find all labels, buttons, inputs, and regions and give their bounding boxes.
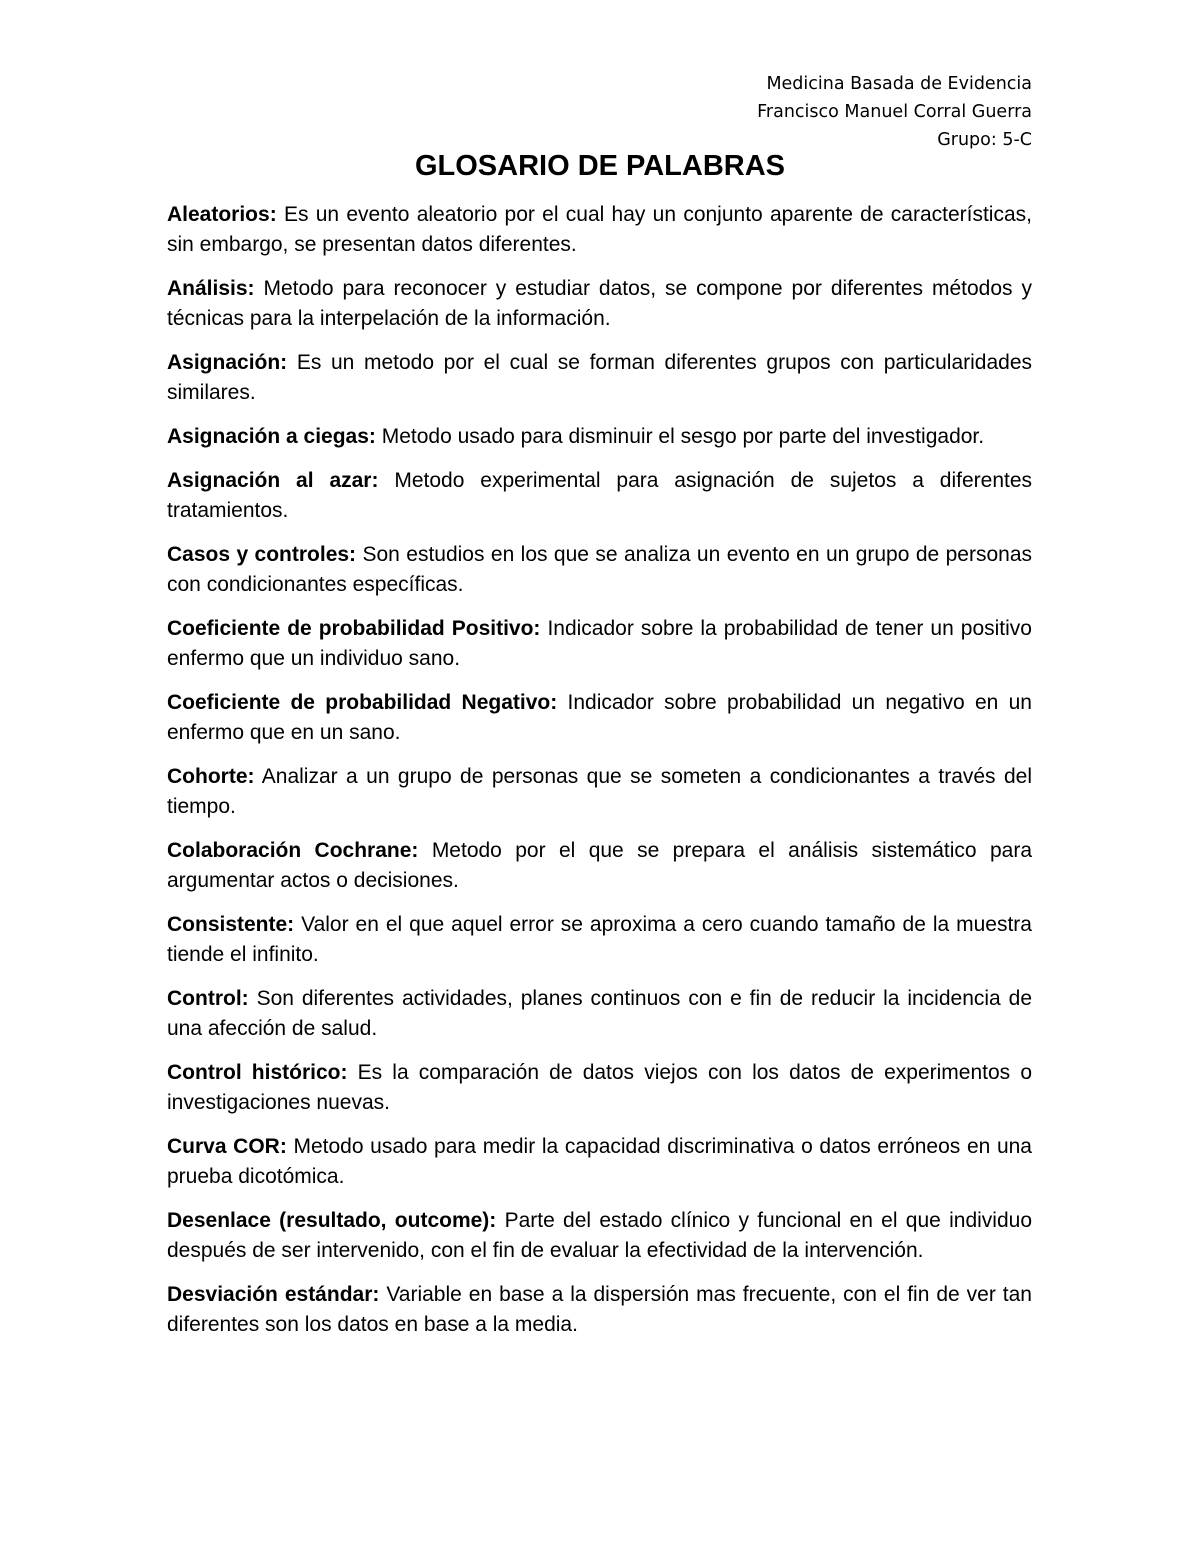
glossary-entry: [167, 762, 1032, 822]
glossary-term: Asignación a ciegas:: [167, 425, 376, 448]
glossary-list: [167, 200, 1032, 1354]
course-name: Medicina Basada de Evidencia: [766, 74, 1032, 94]
glossary-term: Asignación:: [167, 351, 288, 374]
glossary-definition: Indicador sobre probabilidad un negativo en un enfermo que en un sano.: [167, 691, 1032, 744]
glossary-definition: Metodo para reconocer y estudiar datos, se compone por diferentes métodos y técnicas para la interpelación de la información.: [167, 277, 1032, 330]
glossary-definition: Es un evento aleatorio por el cual hay un conjunto aparente de características, sin embargo, se presentan datos diferentes.: [167, 203, 1032, 256]
glossary-definition: Metodo usado para disminuir el sesgo por parte del investigador.: [381, 425, 985, 448]
glossary-definition: Valor en el que aquel error se aproxima a cero cuando tamaño de la muestra tiende el infinito.: [167, 913, 1032, 966]
glossary-definition: Es un metodo por el cual se forman diferentes grupos con particularidades similares.: [167, 351, 1032, 404]
glossary-term: Consistente:: [167, 913, 295, 936]
glossary-term: Control:: [167, 987, 249, 1010]
glossary-term: Curva COR:: [167, 1135, 287, 1158]
glossary-entry: [167, 274, 1032, 334]
glossary-term: Asignación al azar:: [167, 469, 379, 492]
document-header: [757, 70, 1032, 154]
glossary-entry: [167, 1058, 1032, 1118]
glossary-term: Aleatorios:: [167, 203, 277, 226]
glossary-entry: [167, 1206, 1032, 1266]
glossary-entry: [167, 200, 1032, 260]
glossary-definition: Variable en base a la dispersión mas frecuente, con el fin de ver tan diferentes son los datos en base a la media.: [167, 1283, 1032, 1336]
glossary-definition: Parte del estado clínico y funcional en el que individuo después de ser intervenido, con el fin de evaluar la efectividad de la intervención.: [167, 1209, 1033, 1262]
glossary-term: Colaboración Cochrane:: [167, 839, 419, 862]
glossary-entry: [167, 688, 1032, 748]
glossary-definition: Indicador sobre la probabilidad de tener un positivo enfermo que un individuo sano.: [167, 617, 1032, 670]
author-name: Francisco Manuel Corral Guerra: [757, 102, 1032, 122]
glossary-term: Desviación estándar:: [167, 1283, 380, 1306]
glossary-definition: Metodo experimental para asignación de sujetos a diferentes tratamientos.: [167, 469, 1033, 522]
page-title: GLOSARIO DE PALABRAS: [414, 150, 786, 182]
glossary-definition: Es la comparación de datos viejos con los datos de experimentos o investigaciones nuevas.: [167, 1061, 1032, 1114]
glossary-entry: [167, 422, 1032, 452]
glossary-entry: [167, 910, 1032, 970]
glossary-term: Coeficiente de probabilidad Negativo:: [167, 691, 558, 714]
glossary-entry: [167, 836, 1032, 896]
glossary-entry: [167, 540, 1032, 600]
glossary-term: Desenlace (resultado, outcome):: [167, 1209, 497, 1232]
glossary-entry: [167, 466, 1032, 526]
glossary-definition: Metodo por el que se prepara el análisis sistemático para argumentar actos o decisiones.: [167, 839, 1032, 892]
group-label: Grupo: 5-C: [937, 130, 1032, 150]
glossary-term: Cohorte:: [167, 765, 255, 788]
glossary-term: Análisis:: [167, 277, 255, 300]
glossary-entry: [167, 1132, 1032, 1192]
glossary-term: Control histórico:: [167, 1061, 348, 1084]
glossary-entry: [167, 1280, 1032, 1340]
glossary-definition: Son diferentes actividades, planes continuos con e fin de reducir la incidencia de una afección de salud.: [167, 987, 1032, 1040]
glossary-term: Coeficiente de probabilidad Positivo:: [167, 617, 541, 640]
glossary-entry: [167, 984, 1032, 1044]
glossary-definition: Metodo usado para medir la capacidad discriminativa o datos erróneos en una prueba dicotómica.: [167, 1135, 1032, 1188]
glossary-entry: [167, 348, 1032, 408]
glossary-definition: Son estudios en los que se analiza un evento en un grupo de personas con condicionantes específicas.: [167, 543, 1032, 596]
glossary-entry: [167, 614, 1032, 674]
glossary-definition: Analizar a un grupo de personas que se someten a condicionantes a través del tiempo.: [167, 765, 1032, 818]
glossary-term: Casos y controles:: [167, 543, 357, 566]
